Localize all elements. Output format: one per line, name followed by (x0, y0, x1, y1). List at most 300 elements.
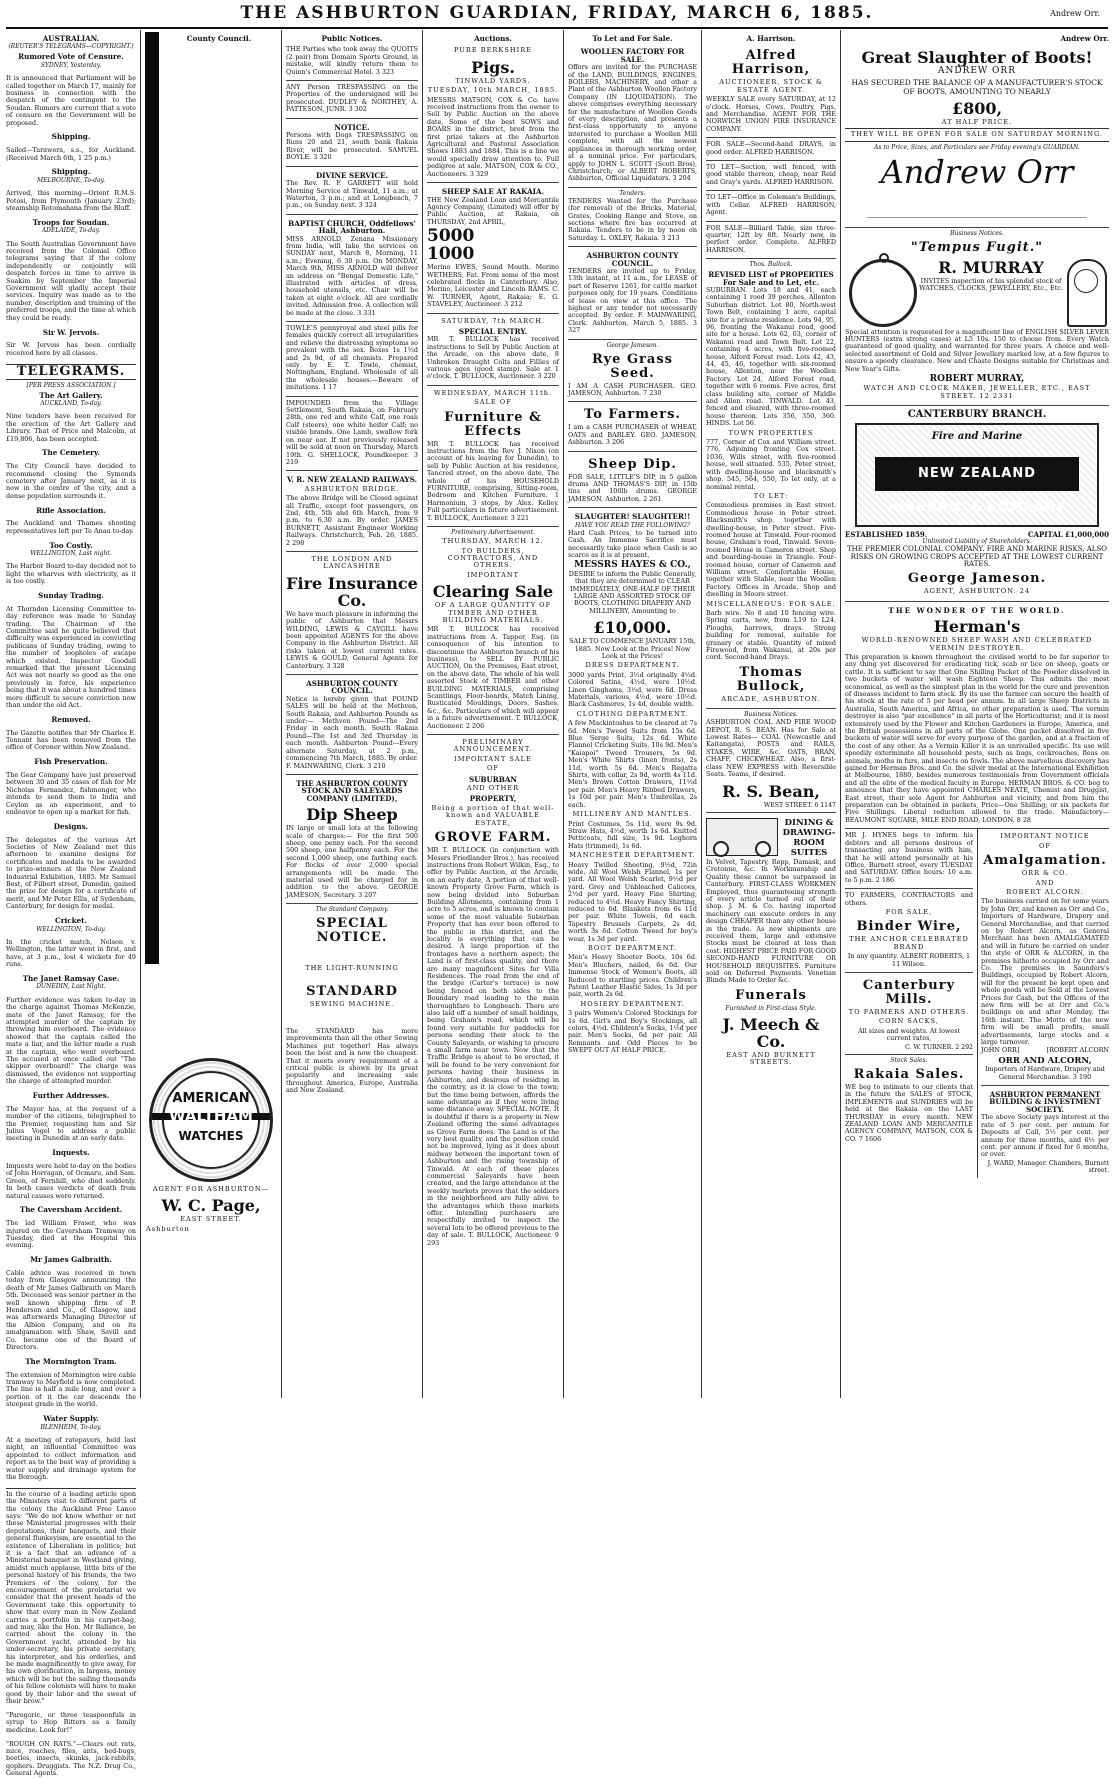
right-ads (977, 829, 1109, 1177)
ad-amount: £10,000. (593, 618, 672, 638)
ad-text: THE New Zealand Loan and Mercantile Agency Company, (Limited) will offer by Public Auction, at Rakaia, on THURSDAY, 2nd APRIL, (427, 195, 559, 226)
ad-text: Special attention is requested for a magnificent line of ENGLISH SILVER LEVER HUNTERS (extra strong cases) at L5 10s. 150 to choose from. Every Watch guaranteed of good quality, and warranted for three years. A choice and well-selected assortment of Gold and Silver Jewellery marked low, at a few figures to ensure a speedy clearance. New and Chaste Designs suitable for Christmas and New Year's Gifts. (845, 327, 1109, 373)
article-heading: Cricket. (55, 916, 87, 926)
ad-heading: SPECIAL ENTRY. (458, 326, 528, 336)
article-heading: Too Costly. (49, 540, 93, 550)
ad-subheading: ASHBURTON BRIDGE. (304, 484, 400, 493)
ad-subheading: Being a portion of that well-known and VALUABLE ESTATE, (431, 803, 555, 827)
ad-title: MESSRS HAYES & CO., (574, 560, 691, 571)
ad-subheading: ORR & CO. (1021, 869, 1069, 878)
section-heading: Andrew Orr. (1060, 34, 1109, 43)
ad-subheading: AGENT, ASHBURTON. 24 (923, 587, 1031, 596)
ad-title: Funerals (735, 987, 807, 1003)
article-text: The South Australian Government have received from the Colonial Office telegrams saying that if the colony independently or conjointly will despatch forces in time to arrive in Suakim by September the Imperial Government will gladly accept their services. Inquiry was made as to the number, description and training of the preferred troops, and the time at which they could be ready. (6, 239, 136, 322)
ad-heading: PROPERTY, (469, 794, 517, 804)
ad-block (845, 973, 973, 1055)
article-heading: The Janet Ramsay Case. (22, 973, 120, 983)
ad-block (286, 397, 418, 472)
masthead (0, 0, 1114, 26)
section-heading: Auctions. (474, 34, 512, 43)
ad-subheading: ROBERT ALCORN. (1006, 887, 1084, 896)
ad-block (706, 259, 836, 709)
ad-block (286, 775, 418, 904)
article-text: It is announced that Parliament will be called together on March 17, mainly for business in connection with the despatch of the contingent to the Soudan. Rumors are current that a vote of censure on the Government will be proposed. (6, 74, 136, 127)
article-heading: Sunday Trading. (38, 590, 104, 600)
masthead-rule (6, 27, 1108, 29)
ad-subheading: SALE OF (474, 398, 512, 407)
ad-subheading: IMPORTANT NOTICE (1000, 832, 1090, 841)
ad-text: DESIRE to inform the Public Generally, that they are determined to CLEAR IMMEDIATELY, ONE-HALF OF THEIR LARGE AND ASSORTED STOCK OF BOOTS, CLOTHING DRAPERY AND MILLINERY, Amounting to (568, 569, 697, 615)
ad-subheading: OF (487, 764, 499, 773)
ad-subheading: WEDNESDAY, MARCH 11th. (433, 388, 553, 397)
dateline: DUNEDIN, Last Night. (36, 983, 106, 991)
ad-signature: [ROBERT ALCORN (1046, 1046, 1109, 1055)
dateline: MELBOURNE, To-day. (36, 176, 106, 184)
waltham-watch-emblem (149, 1058, 273, 1182)
ad-subheading: TUESDAY, 10th MARCH, 1885. (427, 86, 559, 95)
column-rule (840, 30, 841, 1398)
dept-heading: BOOT DEPARTMENT. (587, 944, 678, 952)
ad-text: ASHBURTON COAL AND FIRE WOOD DEPOT, R. S. BEAN. Has for Sale at Lowest Rates— COAL (Newcastle and Kaitangata), POSTS and RAILS, STAKES, WIRE, &c. OATS, BRAN, CHAFF, CHICKWHEAT. Also, a first-class NEW EXPRESS with Reversible Seats. Teams, if desired. (706, 718, 836, 779)
dept-heading: MILLINERY AND MANTLES. (572, 810, 693, 819)
ad-subheading: PURE BERKSHIRE (454, 46, 532, 55)
left-ads (845, 829, 973, 1177)
ad-text: FOR SALE—Billiard Table, size three-quarter, 12ft by 6ft. Nearly new, in perfect order. Complete. ALFRED HARRISON. (706, 223, 836, 254)
ad-heading: NOTICE. (334, 122, 370, 132)
article-text: The City Council have decided to recommend closing the Symonds cemetery after January next, as it is now in the centre of the city, and a dense population surrounds it. (6, 462, 136, 500)
agent-line: EAST STREET. (180, 1215, 242, 1224)
ad-title: Canterbury Mills. (862, 977, 956, 1007)
ad-subheading: AUCTIONEER, STOCK & ESTATE AGENT. (719, 78, 823, 94)
ad-text: TO LET—Section, well fenced, with good stable thereon, cheap, near Reid and Gray's yards. ALFRED HARRISON. (706, 163, 836, 186)
ad-text: Persons with Dogs TRESPASSING on Runs 20 and 21, south bank Rakaia River, will be prosecuted. SAMUEL BOYLE. 3 320 (286, 131, 418, 162)
ad-heading: Business Notices. (744, 711, 798, 719)
article-heading: The Mornington Tram. (25, 1356, 117, 1366)
ad-block (845, 1055, 973, 1147)
ad-text: All sizes and weights. At lowest current rates, (857, 1026, 961, 1043)
ad-title: R. MURRAY (938, 257, 1044, 277)
ad-block (706, 138, 836, 161)
ad-subheading: TOWN PROPERTIES (728, 428, 814, 437)
article-heading: Fish Preservation. (34, 757, 108, 767)
article-heading: The Cemetery. (42, 448, 100, 458)
ad-subheading: Furnished in First-class Style. (725, 1004, 817, 1012)
ad-title: Dip Sheep (306, 805, 398, 825)
agent-line: Ashburton (146, 1224, 190, 1233)
ad-block (568, 43, 697, 187)
ad-block (427, 735, 559, 1251)
ad-heading: THE ASHBURTON COUNTY STOCK AND SALEYARDS COMPANY (LIMITED), (296, 778, 408, 803)
ad-heading: The Standard Company. (315, 906, 389, 914)
banner-footer (845, 531, 1109, 538)
ad-subheading: HAVE YOU READ THE FOLLOWING? (575, 521, 690, 529)
ad-heading: SLAUGHTER! SLAUGHTER!! (574, 512, 691, 522)
article-text: At Thorndon Licensing Committee to-day reference was made to Sunday trading. The Chairman of the Committee said he quite believed that difficulty was experienced in convicting publicans of Sunday trading, owing to the number of loopholes of escape which existed. Inspector Goodall remarked that the present Licensing Act was not nearly so good as the one previously in force, his experience being that it was about a hundred times more difficult to secure conviction now than under the old Act. (6, 604, 136, 710)
ad-block (427, 314, 559, 386)
article-text: Inquests were held to-day on the bodies of John Horragan, of Ocmaru, and Sam. Green, of Fernhill, who died suddenly. In both cases verdicts of death from natural causes were returned. (6, 1161, 136, 1200)
ad-text: THE Parties who took away the QUOITS (2 pair) from Domain Sports Ground, in mistake, will kindly return them to Quinn's Commercial Hotel. 3 323 (286, 45, 418, 76)
ad-text: Barb wire. No 8 and 10 fencing wire. Spring carts, new, from L19 to L24. Ploughs, harrows, drays. Strong building for removal, suitable for granary or stable. Quantity of mixed Firewood, from Wakanui, at 20s per cord. Second-hand Drays. (706, 609, 836, 662)
ad-heading: DIVINE SERVICE. (315, 170, 389, 180)
column-rule (281, 30, 282, 1398)
ad-title: Pigs. (471, 57, 515, 77)
ad-text: Importers of Hardware, Drapery and General Merchandise. 3 190 (985, 1065, 1105, 1081)
byline: (REUTER'S TELEGRAMS—COPYRIGHT.) (8, 43, 134, 51)
ad-block (568, 452, 697, 509)
emblem-text: WALTHAM (152, 1113, 270, 1120)
ad-subheading: PRELIMINARY ANNOUNCEMENT. (453, 738, 533, 754)
ad-text: FOR SALE, LITTLE'S DIP, in 5 gallon drums AND THOMAS'S DIP, in 15lb tins and 100lb drums. GEORGE JAMESON, Ashburton. 2 261 (568, 472, 697, 503)
ad-block (706, 709, 836, 813)
dateline: SYDNEY, Yesterday. (40, 61, 102, 69)
ad-text: 777, Corner of Cox and William street. 776, Adjoining fronting Cox street. 1036, Wills street, with five-roomed house, well situated. 535, Peter street, with dwelling-house and blacksmith's shop. 545, 564, 550, To let only, at a nominal rental. (706, 438, 836, 491)
mantel-clock-icon (1067, 259, 1107, 327)
ad-block (568, 247, 697, 339)
ad-block (845, 829, 973, 889)
dept-text: 3000 yards Print, 3½d originally 4½d. Colored Satins, 4½d, were 10½d. Linen Ginghams, 3½d, were 6d. Dress Materials, various, 4½d, were 10½d. Black Cashmeres, 1s 4d, double width. (568, 670, 697, 709)
ad-block (568, 340, 697, 403)
article-text: "ROUGH ON RATS."—Clears out rats, mice, roaches, flies, ants, bed-bugs, beetles, insects, skunks, jack-rabbits, gophers. Druggists. The N.Z. Drug Co., General Agents. (6, 1739, 136, 1778)
ad-signature: J. WARD, Manager. Chambers, Burnett street. (987, 1159, 1109, 1175)
ad-heading: CANTERBURY BRANCH. (907, 409, 1047, 421)
ad-subheading: AND (1035, 878, 1055, 887)
ad-title: ROBERT MURRAY, (929, 374, 1025, 385)
ad-text: The above Bridge will be Closed against all Traffic, except foot passengers, on 2nd, 4th, 5th and 6th March, from 9 p.m. to 6.30 a.m. By order. JAMES BURNETT, Assistant Engineer Working Railways. Christchurch, Feb. 26, 1885. 2 298 (286, 494, 418, 547)
ad-subheading: SATURDAY, 7th MARCH. (441, 316, 545, 325)
ad-text: FOR SALE—Second-hand DRAYS, in good order. ALFRED HARRISON. (706, 140, 836, 156)
ad-subheading: ANDREW ORR (938, 66, 1016, 77)
ad-block (845, 228, 1109, 407)
ad-subheading: THEY WILL BE OPEN FOR SALE ON SATURDAY MORNING. (845, 128, 1109, 141)
ad-text: The business carried on for some years by John Orr, and known as Orr and Co., Importers of Hardware, Drapery and General Merchandise, and that carried on by Robert Alcorn, as General Merchant has been AMALGAMATED and will in future be carried on under the style of ORR & ALCORN, in the premises hitherto occupied by Orr and Co. The premises in Saunders's Buildings, occupied by Robert Alcorn, will for the present be kept open and whole goods will be Sold at the Lowest Prices for Cash, but the Offices of the new firm will be at Orr and Co.'s buildings on and after Monday, the 16th instant. The Motto of the new firm will be small profits, small advertisements, large stocks and a large turnover. (981, 897, 1109, 1047)
ad-text: THE PREMIER COLONIAL COMPANY. FIRE AND MARINE RISKS, ALSO RISKS ON GROWING CROPS ACCEPTED AT THE LOWEST CURRENT RATES. (847, 545, 1107, 568)
dept-text: Heavy Twilled Sheeting, 9½d, 72in wide. All Wool Welsh Flannel, 1s per yard. All Wool Welsh Scarlet, 9½d per yard. Grey and Unbleached Calicoes, 2½d per yard. Heavy Fine Shirting, reduced to 4½d. Heavy Fancy Shirting, reduced to 6d. Blankets from 6s 11d per pair. White Towels, 6d each. Tapestry Brussels Carpets, 2s 4d, worth 3s 6d. Cotton Tweed for boy's wear, 1s 3d per yard. (568, 860, 697, 943)
ad-subheading: THE LONDON AND LANCASHIRE (311, 554, 393, 571)
ad-subheading: ARCADE, ASHBURTON. (721, 694, 821, 703)
ad-note: As to Price, Sizes, and Particulars see Friday evening's GUARDIAN. (874, 143, 1080, 151)
ad-text: SALE TO COMMENCE JANUARY 15th, 1885. Now Look at the Prices! Now Look at the Prices! (569, 637, 696, 660)
ad-title: Thomas Bullock, (736, 664, 806, 694)
ad-subheading: OF (1039, 841, 1051, 850)
ad-title: Furniture & Effects (444, 409, 542, 439)
ad-block (427, 183, 559, 313)
ad-subheading: TINWALD YARDS. (455, 76, 531, 85)
column-harrison (706, 32, 836, 1398)
ad-subheading: CORN SACKS, (879, 1017, 939, 1026)
article-heading: Inquests. (52, 1148, 90, 1158)
column-rule (701, 30, 702, 1398)
dept-text: Print Costumes, 5s 11d, were 9s 9d. Straw Hats, 4½d, worth 1s 6d. Knitted Petticoats, full size, 1s 9d. Leghorn Hats (trimmed), 1s 6d. (568, 819, 697, 850)
capital-text: CAPITAL £1,000,000 (1028, 529, 1109, 539)
ad-title: Binder Wire, (856, 919, 962, 935)
ad-subheading: OF A LARGE QUANTITY OF TIMBER AND OTHER BUILDING MATERIALS. (434, 601, 552, 624)
article-text: The delegates of the various Art Societies of New Zealand met this afternoon to examine designs for certificates and medals to be awarded to prize-winners at the New Zealand Industrial Exhibition, 1885. Mr Samuel Best, of Filbert street, Dunedin, gained the prize for design for a certificate of merit, and Mr Peter Ellis, of Sydenham, Canterbury, for design for medal. (6, 835, 136, 911)
ad-block (427, 527, 559, 735)
column-rule (140, 30, 141, 1398)
ad-block (845, 43, 1109, 227)
ad-signature: WEST STREET. 6 1147 (763, 801, 836, 809)
ad-title: Amalgamation. (983, 853, 1107, 869)
ad-text: IMPOUNDED from the Village Settlement, South Rakaia, on February 28th, one red and white Calf, one roan Calf (steers), one white heifer Calf; no visible brands. One Lamb, swallow fork on near ear. If not previously released will be sold at noon on Thursday, March 19th. G. SHELLOCK, Poundkeeper. 3 219 (286, 398, 418, 466)
article-text: Further evidence was taken to-day in the charge against Thomas McKenzie, mate of the Janet Ramsay, for the attempted murder of the captain by throwing him overboard. The evidence showed that the captain called the mate a liar, and the latter made a rush at the captain, who went overboard. The accused at once called out "The skipper overboard!" The charge was dismissed, the evidence not supporting the charge of attempted murder. (6, 995, 136, 1086)
ad-text: I AM A CASH PURCHASER. GEO. JAMESON, Ashburton. 7 230 (568, 381, 697, 398)
clock-face-icon (1074, 269, 1098, 293)
ad-text: INVITES inspection of his splendid stock of WATCHES, CLOCKS, JEWELLERY, Etc., Etc. (919, 276, 1063, 293)
section-heading: AUSTRALIAN. (42, 34, 100, 43)
ad-heading: Stock Sales. (890, 1057, 928, 1064)
ad-block (981, 829, 1109, 1086)
ad-text: TO FARMERS, CONTRACTORS and others. (845, 891, 973, 907)
article-text: Cable advice was received in town today from Glasgow announcing the death of Mr James Galbraith on March 5th. Deceased was senior partner in the well known shipping firm of P. Henderson and Co., of Glasgow, and was afterwards Managing Director of the Albion Company, and on its amalgamation with Shaw, Savill and Co. became one of the Board of Directors. (6, 1269, 136, 1352)
column-waltham (146, 1050, 276, 1398)
ad-text: Commodious premises in East street. Commodious house in Peter street. Blacksmith's shop, together with dwelling-house, in Peter street. Five-roomed house at Tinwald. Four-roomed house, Graham's road, Tinwald. Seven-roomed House in Cameron street. Shop and boarding-house in Triangle. Four-roomed house, corner of Cameron and William street. Comfortable House, together with Stable, near the Woollen Factory. Offices in Arcade. Shop and dwelling in Moore street. (706, 501, 836, 599)
section-heading: Public Notices. (321, 34, 383, 43)
ad-title: Alfred Harrison, (731, 48, 811, 78)
established-text: ESTABLISHED 1859. (845, 529, 928, 539)
dept-text: 3 pairs Women's Colored Stockings for 1s 6d. Girl's and Boy's Stockings, all colors, 4½d. Children's Socks, 1½d per pair. Men's Socks, 6d per pair. All Remnants and Odd Pieces to be SWEPT OUT AT HALF PRICE. (568, 1009, 697, 1055)
article-heading: Removed. (51, 714, 91, 724)
column-rule (422, 30, 423, 1398)
article-text: Sir W. Jervois has been cordially received here by all classes. (6, 341, 136, 357)
ad-title: R. S. Bean, (722, 781, 820, 801)
ad-text: Hard Cash Prices, to be turned into Cash. An Immense Sacrifice must necessarily take place when Cash is so scarce as it is at present, (568, 528, 697, 559)
ad-text: TENDERS are invited up to Friday, 13th instant, at 11 a.m., for LEASE of part of Reserve 1261, for cattle market purposes only, for 19 years. Conditions of lease on view at this office. The highest or any tender not necessarily accepted. By order. F. MAINWARING, Clerk. Ashburton, March 5, 1885. 3 327 (568, 266, 697, 335)
dateline: WELLINGTON, To-day. (36, 925, 106, 933)
emblem-text: WATCHES (178, 1129, 244, 1143)
ad-heading: REVISED LIST of PROPERTIES For Sale and to Let, etc. (708, 270, 834, 287)
ad-text: IN large or small lots at the following scale of charges:— For the first 500 sheep, one penny each. For the second 500 sheep, one halfpenny each. For the second 1,000 sheep, one farthing each. For flocks of over 2,000 special arrangements will be made. The material used will be charged for in addition to the above. GEORGE JAMESON, Secretary. 3 207 (286, 824, 418, 899)
ad-title: Sheep Dip. (588, 456, 677, 472)
dept-text: A few Mackintoshes to be cleared at 7s 6d. Men's Tweed Suits from 15s 6d. Blue Serge Suits, 12s 6d. White Flannel Cricketing Suits, 10s 9d. Men's "Kaiapoi" Tweed Trousers, 5s 9d. Men's White Shirts (linen fronts), 2s 11d, worth 5s 6d. Men's Regatta Shirts, with collar, 2s 9d, worth 4s 11d. Men's Brown Cotton Drawers, 11½d per pair. Men's Heavy Ribbed Drawers, 1s 10d per pair. Men's Umbrellas, 2s each. (568, 719, 697, 809)
ad-block (286, 471, 418, 552)
ad-subheading: Preliminary Advertisement. (451, 529, 535, 537)
ad-title: J. Meech & Co. (722, 1014, 820, 1051)
ad-title: Clearing Sale (432, 582, 554, 602)
ad-block (568, 508, 697, 1058)
article-heading: Rumored Vote of Censure. (18, 52, 124, 62)
ad-subheading: EAST AND BURNETT STREETS. (726, 1050, 816, 1067)
ad-heading: Business Notices. (950, 229, 1004, 237)
signature-text: Andrew Orr (880, 152, 1074, 191)
ad-text: SUBURBAN. Lots 18 and 41, each containing 1 rood 39 perches, Allenton Suburban district. Lot 80, North-west Town Belt, containing 1 acre, capital site for a private residence. Lots 94, 95, 96, fronting the Wakanui road, good site for a house. Lots 62, 63, corner of Wakanui road and Town Belt. Lot 22, containing 4 acres, with five-roomed house, Alford Forest road. Lots 42, 43, 44, 45, 46, together with six-roomed house, Allenton, near the Woollen Factory. Lot 24, Alford Forest road, together with 6 rooms. Five acres, first class building site, corner of Middle and Allen road. TINWALD. Lot 43, fenced and cleared, with three-roomed house thereon. Lots 356, 350, 360. HINDS. Lot 56. (706, 285, 836, 428)
ad-block (568, 402, 697, 451)
ad-number: 1000 (427, 244, 475, 265)
section-heading: County Council. (186, 34, 252, 43)
ad-subheading: WATCH AND CLOCK MAKER, JEWELLER, ETC., EAST STREET. 12 2331 (863, 384, 1091, 400)
section-heading: A. Harrison. (746, 34, 796, 43)
ad-text: Offers are invited for the PURCHASE of the LAND, BUILDINGS, ENGINES, BOILERS, MACHINERY, and other a Plant of the Ashburton Woollen Factory Company (IN LIQUIDATION). The above comprises everything necessary for the manufacture of Woollen Goods of every description, and presents a first-class opportunity to anyone interested to purchase a Woollen Mill complete, with all the newest appliances in thorough working order, at a nominal price. For particulars, apply to JOHN L. SCOTT (Scott Bros), Christchurch; or ALBERT ROBERTS, Ashburton, Official Liquidators. 3 204 (568, 63, 697, 183)
ad-subheading: AND OTHER (466, 784, 520, 793)
ad-text: TO LET—Office in Coleman's Buildings, with Cellar. ALFRED HARRISON, Agent. (706, 193, 836, 217)
ad-number: 5000 (427, 226, 475, 247)
ad-title: "Tempus Fugit." (910, 239, 1044, 255)
ad-block (286, 322, 418, 397)
dept-heading: HOSIERY DEPARTMENT. (580, 999, 685, 1008)
ad-block (706, 191, 836, 221)
agent-line: AGENT FOR ASHBURTON— (152, 1185, 270, 1193)
article-text: At a meeting of ratepayers, held last night, an influential Committee was appointed to collect information and report as to the best way of providing a water supply and drainage system for the Borough. (6, 1435, 136, 1481)
ad-signature: JOHN ORR] (981, 1046, 1020, 1055)
ad-text: HAS SECURED THE BALANCE OF A MANUFACTURER'S STOCK OF BOOTS, AMOUNTING TO NEARLY (851, 77, 1103, 96)
ad-block (286, 43, 418, 81)
ad-heading: BAPTIST CHURCH, Oddfellows' Hall, Ashburton. (288, 218, 416, 236)
ad-text: The Rev. R. F. GARRETT will hold Morning Service at Tinwald, 11 a.m.; at Waterton, 3 p.m.; and at Longbeach, 7 p.m., on Sunday next. 3 324 (286, 179, 418, 210)
insurance-company-banner (855, 423, 1099, 527)
article-heading: Shipping. (51, 167, 91, 177)
ad-text: In Velvet, Tapestry, Repp, Damask, and Cretonne, &c. In Workmanship and Quality these cannot be surpassed in Canterbury. FIRST-CLASS WORKMEN Employed, thus guaranteeing strength of every article turned out of their shop. J. M. & Co. having imported machinery can execute orders in any design CHEAPER than any other house in the trade. As new shipments are received them, large and extensive Stocks must be cleared at less than cost. HIGHEST PRICE PAID FOR GOOD SECOND-HAND FURNITURE OR HOUSEHOLD REQUISITES. Furniture sold on Deferred Payments. Venetian Blinds Made to Order &c. (706, 857, 836, 985)
ad-text: In any quantity. ALBERT ROBERTS, 1 11 Wilson. (847, 952, 971, 968)
ad-amount: £800, (951, 98, 1003, 118)
column-orr (845, 32, 1109, 1398)
banner-text: Fire and Marine (931, 430, 1023, 442)
article-text: In the course of a leading article upon the Ministers visit to different parts of the colony the Auckland Free Lance says: "We do not know whether or not these Ministerial progresses with their deputations, their banquets, and their general flunkeyism, are essential to the existence of Liberalism in politics; but it is a fact that an advance of a Ministerial banquet in Westland giving, amidst much applause, little bits of the personal history of his friends, the two Premiers of the colony, for the encouragement of the proletariat we consider that the present heads of the Government take this opportunity to show that every man in New Zealand carries a portfolio in his carpet-bag, and may, like the Hon. Mr Ballance, be carried about the colony in the Government yacht, attended by his under-secretary, his private secretary, his interpreter, and his orderlies, and be made magnificently to give away, for his own glorification, in largess, money which will be but the sailing thousands of his fellow colonists will have to make good by their labor and the sweat of their brow." (6, 1489, 136, 1706)
ad-block (286, 81, 418, 119)
ad-text: I am a CASH PURCHASER of WHEAT, OATS and BARLEY. GEO. JAMESON, Ashburton. 3 206 (568, 423, 697, 447)
ad-block (286, 904, 418, 1098)
article-text: Arrived, this morning—Orient R.M.S. Potosi, from Plymouth (January 23rd); steamship Rotomahana from the Bluff. (6, 189, 136, 213)
dept-text: Men's Heavy Shooter Boots, 10s 6d. Men's Bluchers, nailed, 6s 6d. Our Immense Stock of Women's Boots, all Reduced to startling prices. Children's Patent Leather Elastic Sides, 1s 3d per pair, worth 2s 6d. (568, 953, 697, 999)
article-heading: Troops for Soudan. (32, 217, 110, 227)
ad-subheading: THURSDAY, MARCH 12. (442, 537, 544, 546)
column-public-notices (286, 32, 418, 1398)
ad-heading: SUBURBAN (469, 774, 517, 784)
article-text: Sailed—Tarawera, s.s., for Auckland. (Received March 6th, 1 25 p.m.) (6, 146, 136, 162)
emblem-text: AMERICAN (172, 1091, 250, 1106)
ad-block (286, 119, 418, 167)
agent-name: W. C. Page, (161, 1196, 261, 1216)
banner-band: NEW ZEALAND INSURANCE COMPANY (875, 457, 1079, 491)
ad-title: Herman's (933, 617, 1021, 637)
ad-text: MR T. BULLOCK (in conjunction with Messrs Friedlander Bros.), has received instructions from Robert Wilkin, Esq., to offer by Public Auction, at the Arcade, on an early date, A portion of that well-known Property Grove Farm, which is now being divided into Suburban Building Allotments, containing from 1 acre to 5 acres, and is known to contain some of the most valuable Suburban Property that has ever been offered to the public in this district, and the locality is everything that can be desired. A large proportion of the frontages have a northern aspect; the Land is of first-class quality, and there are many magnificent Sites for Villa Residences. The road from the end of the bridge (Carter's terrace) is now being fenced on both sides to the Boundary road leading to the main thoroughfare to Longbeach. There are also laid off a number of small holdings, being Graham's road, which will be found very suitable for paddocks for persons sending their stock to the County Saleyards, or wishing to procure a small farm near town. Now that the Traffic Bridge is about to be erected, it will be found to be very convenient for persons having their business in Ashburton, and desirous of residing in the country, as it is close to the town; but the time being between, affords the same advantage as if they were living some distance away. SPECIAL NOTE. It is doubtful if there is a property in New Zealand offering the same advantages as Grove Farm does. The Land is of the very best quality, and the position could not be improved, lying as it does about midway between the important town of Ashburton and the rising township of Tinwald. At each of these places commercial Saleyards have been created, and the large attendance at the weekly markets proves that the soldiers in the neighborhood are fully alive to the advantages which these markets offer. Intending purchasers are respectfully invited to inspect the several lots to be offered previous to the day of sale. T. BULLOCK, Auctioneer. 9 293 (427, 846, 559, 1247)
column-rule (563, 30, 564, 1398)
signature-row (981, 1047, 1109, 1054)
ad-title: Fire Insurance Co. (286, 573, 418, 610)
ad-note: Unlimited Liability of Shareholders. (922, 538, 1032, 546)
ad-block (845, 889, 973, 973)
ad-block (706, 813, 836, 1072)
ad-text: WEEKLY SALE every SATURDAY, at 12 o'clock. Horses, Cows, Poultry, Pigs, and Merchandise. AGENT FOR THE NORWICH UNION FIRE INSURANCE COMPANY. (706, 95, 836, 133)
ad-text: WE beg to intimate to our clients that in the future the SALES of STOCK, IMPLEMENTS and SUNDRIES will be held at the Rakaia on the LAST THURSDAY in every month. NEW ZEALAND LOAN AND MERCANTILE AGENCY COMPANY, MATSON, COX & CO. 7 1606 (845, 1083, 973, 1143)
article-text: The Mayor has, at the request of a number of the citizens, telegraphed to the Premier, requesting him and Sir Julius Vogel to address a public meeting in Dunedin at an early date. (6, 1104, 136, 1143)
ad-text: MISS ARNOLD, Zenana Missionary from India, will take the services on SUNDAY next, March 8, Morning, 11 a.m.; Evening, 6 30 p.m. On MONDAY, March 9th, MISS ARNOLD will deliver an address on "Bengal Domestic Life," illustrated with articles of dress, household utensils, etc. Chair will be taken at eight o'clock. All are cordially invited. Admission free. A collection will be made at the close. 3 331 (286, 234, 418, 317)
dept-heading: MANCHESTER DEPARTMENT. (569, 851, 696, 860)
ad-heading: ASHBURTON COUNTY COUNCIL. (306, 679, 398, 696)
ad-title: George Jameson. (907, 571, 1047, 587)
ad-text: ANY Person TRESPASSING on the Properties of the undersigned will be prosecuted. DUDLEY & NORTHEY, A. PATTESON, JUNR. 3 302 (286, 83, 418, 114)
dateline: WELLINGTON, Last night. (30, 549, 112, 557)
article-text: The Gazette notifies that Mr Charles E. Tennant has been removed from the office of Coroner within New Zealand. (6, 728, 136, 752)
ad-title: STANDARD (306, 983, 398, 999)
ad-subheading: FOR SALE, (885, 907, 933, 916)
article-text: The extension of Mornington wire cable tramway to Mayfield is now completed. The line is half a mile long, and over a portion of it the car descends the steepest grade in the world. (6, 1370, 136, 1409)
section-heading: To Let and For Sale. (592, 34, 673, 43)
article-heading: The Art Gallery. (39, 390, 103, 400)
article-text: The Auckland and Thames shooting representatives left per Te Anau to-day. (6, 519, 136, 535)
signature (867, 152, 1087, 218)
ad-heading: George Jameson. (606, 341, 659, 349)
ad-signature: C. W. TURNER. 2 292 (905, 1043, 973, 1051)
article-heading: Further Addresses. (32, 1090, 110, 1100)
article-heading: Sir W. Jervois. (42, 327, 100, 337)
ad-block (286, 675, 418, 775)
ad-title: ORR AND ALCORN, (998, 1055, 1092, 1066)
ad-heading: THE WONDER OF THE WORLD. (888, 605, 1066, 615)
ad-title: Great Slaughter of Boots! (861, 48, 1093, 68)
article-text: "Paregoric, or three teaspoonfuls in syrup to Hop Bitters as a family medicine. Look for!" (6, 1710, 136, 1734)
ad-text: MR T. BULLOCK has received instructions to Sell by Public Auction at the Arcade, on the above date, 8 Unbroken Draught Colts and Fillies of various ages (good stamp). Sale at 1 o'clock. T. BULLOCK, Auctioneer. 3 220 (427, 335, 559, 381)
article-heading: Rifle Association. (36, 505, 106, 515)
article-heading: Designs. (53, 821, 89, 831)
ad-block (427, 43, 559, 183)
ad-subheading: AT HALF PRICE. (941, 117, 1013, 126)
article-heading: The Caversham Accident. (19, 1205, 123, 1215)
byline: [PER PRESS ASSOCIATION.] (26, 381, 116, 389)
article-text: In the cricket match, Nelson v. Wellington, the latter went in first, and have, at 3 p.m., lost 4 wickets for 49 runs. (6, 937, 136, 969)
article-text: Nine tenders have been received for the erection of the Art Gallery and Library. That of Price and Malcolm, at £19,806, has been accepted. (6, 412, 136, 443)
column-to-let (568, 32, 697, 1398)
section-heading: TELEGRAMS. (6, 364, 136, 380)
ad-text: The STANDARD has more improvements than all the other Sewing Machines put together! Has always been the best and is now the cheapest. That it meets every requirement of a critical public is shown by its great popularity and increasing sale throughout America, Europe, Australia and New Zealand. (286, 1027, 418, 1095)
dept-heading: DRESS DEPARTMENT. (585, 661, 680, 670)
ad-heading: Thos. Bullock. (749, 261, 793, 269)
article-heading: Shipping. (51, 132, 91, 142)
ad-text: TOWLE'S pennyroyal and steel pills for females quickly correct all irregularities and relieve the distressing symptoms so prevalent with the sex. Boxes 1s 1½d and 2s 9d, of all chemists. Prepared only by E. T. Towle, chemist, Nottingham, England. Wholesale of all the wholesale houses.—Beware of imitations. 1 17 (286, 324, 418, 392)
dateline: AUCKLAND, To-day. (40, 399, 102, 407)
ad-block (706, 222, 836, 260)
ad-subheading: MISCELLANEOUS: FOR SALE. (706, 599, 836, 608)
ad-heading: SHEEP SALE AT RAKAIA. (441, 187, 545, 197)
article-text: The lad William Fraser, who was injured on the Caversham Tramway on Tuesday, died at the Hospital this evening. (6, 1219, 136, 1250)
ad-heading: V. R. NEW ZEALAND RAILWAYS. (286, 475, 418, 485)
ad-heading: ASHBURTON PERMANENT BUILDING & INVESTMENT SOCIETY. (989, 1090, 1101, 1114)
ad-block (706, 43, 836, 138)
dateline: ADELAIDE, To-day. (41, 227, 101, 235)
ad-block (286, 167, 418, 215)
pocket-watch-icon (849, 259, 917, 327)
furniture-cart-icon (706, 818, 778, 856)
ad-text: Notice is hereby given that POUND SALES will be held at the Methven, South Rakaia, and Ashburton Pounds as under:— Methven Pound—The 2nd Friday in each month. South Rakaia Pound—The 1st and 3rd Thursday in each month. Ashburton Pound—Every alternate Saturday, at 2 p.m., commencing 7th March, 1885. By order. F. MAINWARING, Clerk. 3 210 (286, 694, 418, 770)
dateline: BLENHEIM, To-day. (40, 1423, 102, 1431)
ad-title: Rye Grass Seed. (592, 351, 673, 381)
ad-subheading: TO FARMERS AND OTHERS. (848, 1007, 970, 1016)
ad-title: SPECIAL NOTICE. (316, 916, 388, 946)
ad-text: MR T. BULLOCK has received instructions from the Rev J. Nixon (on account of his leaving for Dunedin), to sell by Public Auction at his residence, Tancred street, on the above date, The whole of his HOUSEHOLD FURNITURE, comprising, Sitting-room, Bedroom and Kitchen Furniture. 1 Harmonium, 3 stops, by Alex. Kelley. Full particulars in future advertisement. T. BULLOCK, Auctioneer. 3 221 (427, 439, 559, 522)
ad-subheading: WORLD-RENOWNED SHEEP WASH AND CELEBRATED VERMIN DESTROYER. (861, 636, 1093, 652)
ad-block (568, 188, 697, 247)
article-heading: Water Supply. (43, 1414, 99, 1424)
ad-block (845, 602, 1109, 830)
ad-heading: WOOLLEN FACTORY FOR SALE. (580, 47, 685, 64)
ad-subheading: IMPORTANT SALE (454, 754, 532, 763)
ad-block (286, 215, 418, 322)
ad-text: Merino EWES, Sound Mouth. Merino WETHERS, Fat. From some of the most celebrated flocks in Canterbury. Also, Merino, Leicester and Lincoln RAMS. C. W. TURNER, Agent, Rakaia; E. G. STAVELEY, Auctioneer. 3 212 (427, 263, 559, 309)
ad-title: GROVE FARM. (434, 830, 552, 846)
ad-block (706, 161, 836, 191)
dept-heading: CLOTHING DEPARTMENT. (576, 709, 689, 718)
ad-block (286, 552, 418, 675)
ad-text: This preparation is known throughout the civilised world to be far superior to any thing yet discovered for eradicating tick, scab or lice on sheep, goats or cattle. It is sufficient to say that One Shilling Packet of the Powder dissolved in two buckets of water will wash Eighteen Sheep. This admits the most economical, as well as the simplest plan in the world for the cure and prevention of diseases incident to farm stock. By its use the farmer can secure the health of his stock at the rate of 5 per head per annum. In all large Sheep Districts in Australia, South America, and Africa, no other preparation is used. The vermin destroyer is also "par excellence" in all parts of the Horticulturist; and it is most extensively used by the Flower and Kitchen Gardeners in Europe, America, and the British possessions in all parts of the Globe. One packet dissolved in five buckets of water will serve for every purpose of the garden, and at a fraction of the cost of any other. As a Vermin Killer it is an unrivalled specific. Its use will speedily exterminate all household pests, such as bugs, cockroaches, fleas on animals, moths in furs, and insects on fowls. The above marvellous discovery has gained for Herman Bros. and Co. the silver medal at the International Exhibition at Melbourne, 1880, besides numerous testimonials from Government officials and all the elite of the medical faculty in Europe. HERMAN BROS. & CO. beg to announce that they have appointed CHARLES NEATE, Chemist and Druggist, East street, their sole Agent for Ashburton and vicinity, and from him the preparation can be obtained in packets, Price—One Shilling; or six packets for Five Shillings. Liberal reduction allowed to the trade. Manufactory—BEAUMONT SQUARE, MILE END ROAD, LONDON. 8 28 (845, 652, 1109, 824)
article-text: The Harbor Board to-day decided not to light the wharves with electricity, as it is too costly. (6, 562, 136, 586)
ad-title: Rakaia Sales. (853, 1067, 965, 1082)
ad-block (427, 386, 559, 527)
ad-subheading: TO LET: (753, 491, 789, 500)
two-column-ads (845, 829, 1109, 1177)
ad-subheading: THE ANCHOR CELEBRATED BRAND (849, 935, 969, 951)
ad-text: TENDERS Wanted for the Purchase (for removal) of the Bricks, Material, Grates, Cooking Range and Stove, on sections where fire has occurred at Rakaia. Tenders to be in by noon on Saturday. L. OXLEY, Rakaia. 3 213 (568, 196, 697, 242)
ad-subheading: IMPORTANT (466, 570, 519, 579)
article-text: The Gear Company have just preserved between 30 and 35 cases of fish for Mr Nicholas Fernandez, fishmonger, who intends to send them to India and Ceylon as an experiment, and to endeavor to open up a market for fish. (6, 771, 136, 817)
ad-title: DINING & DRAWING-ROOM SUITES (782, 817, 836, 858)
